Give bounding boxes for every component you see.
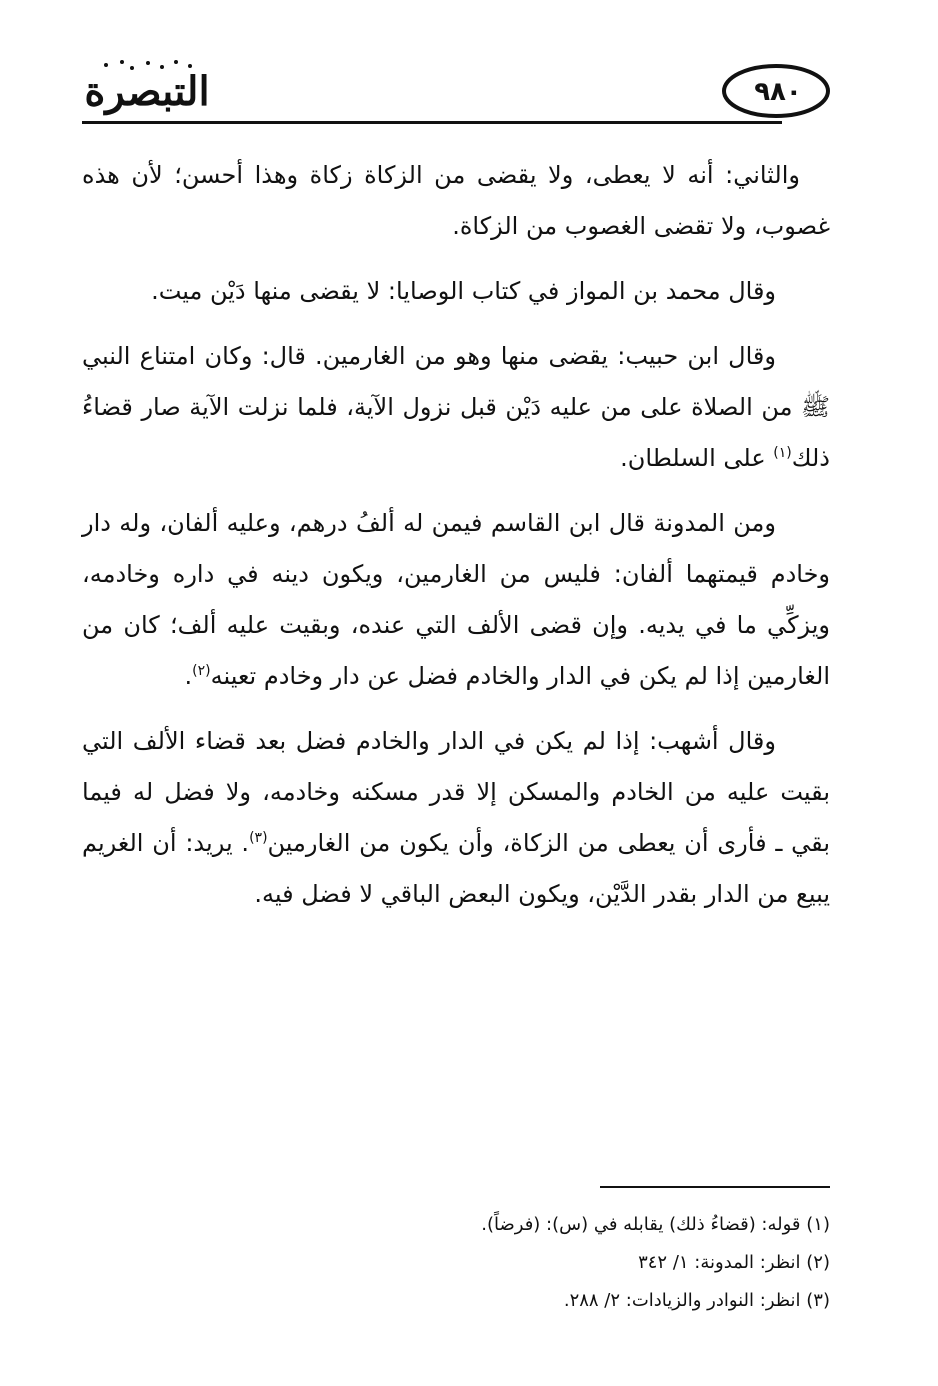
- paragraph-4: [82, 498, 830, 702]
- paragraph-5-text: وقال أشهب: إذا لم يكن في الدار والخادم فضل بعد قضاء الألف التي بقيت عليه من الخادم والمسكن إلا قدر مسكنه وخادمه، ولا فضل له فيما بقي ـ فأرى أن يعطى من الزكاة، وأن يكون من الغارمين: [82, 727, 830, 857]
- footnote-ref-1: (١): [773, 445, 792, 461]
- footnote-2: (٢) انظر: المدونة: ١/ ٣٤٢: [638, 1252, 830, 1273]
- body-text: [82, 150, 830, 934]
- footnote-3: (٣) انظر: النوادر والزيادات: ٢/ ٢٨٨.: [563, 1290, 830, 1311]
- paragraph-3-tail: على السلطان.: [620, 444, 774, 472]
- paragraph-3: [82, 331, 830, 484]
- header-rule: [82, 121, 782, 124]
- footnotes: [82, 1206, 830, 1320]
- paragraph-4-tail: .: [184, 662, 193, 690]
- footnote-1: (١) قوله: (قضاءُ ذلك) يقابله في (س): (فرضاً).: [481, 1214, 830, 1235]
- book-title: التبصرة: [84, 68, 210, 115]
- footnote-ref-3: (٣): [249, 830, 268, 846]
- page-number: ٩٨٠: [754, 77, 802, 107]
- footnote-rule: [600, 1186, 830, 1188]
- paragraph-2: وقال محمد بن المواز في كتاب الوصايا: لا يقضى منها دَيْن ميت.: [151, 277, 776, 305]
- paragraph-5: [82, 716, 830, 920]
- paragraph-4-text: ومن المدونة قال ابن القاسم فيمن له ألفُ درهم، وعليه ألفان، وله دار وخادم قيمتهما ألفان: فليس من الغارمين، ويكون دينه في داره وخادمه، ويزكِّي ما في يديه. وإن قضى الألف التي عنده، وبقيت عليه ألف؛ كان من الغارمين إذا لم يكن في الدار والخادم فضل عن دار وخادم تعينه: [82, 509, 830, 690]
- paragraph-5-tail: . يريد: أن الغريم يبيع من الدار بقدر الدَّيْن، ويكون البعض الباقي لا فضل فيه.: [82, 829, 830, 908]
- footnote-ref-2: (٢): [192, 663, 211, 679]
- paragraph-3-text: وقال ابن حبيب: يقضى منها وهو من الغارمين. قال: وكان امتناع النبي ﷺ من الصلاة على من عليه دَيْن قبل نزول الآية، فلما نزلت الآية صار قضاءُ ذلك: [82, 342, 830, 472]
- paragraph-1: والثاني: أنه لا يعطى، ولا يقضى من الزكاة زكاة وهذا أحسن؛ لأن هذه غصوب، ولا تقضى الغصوب من الزكاة.: [82, 161, 830, 240]
